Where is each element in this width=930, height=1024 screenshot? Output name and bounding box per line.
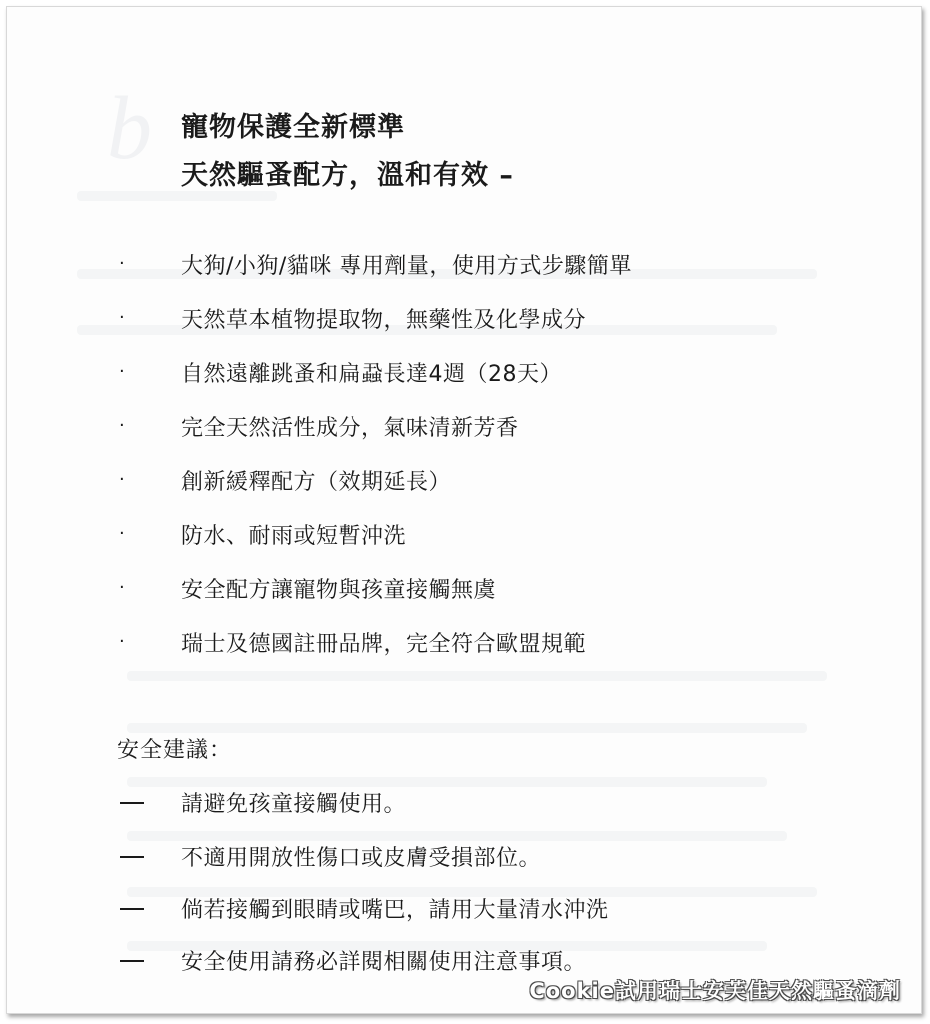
feature-item-text: 瑞士及德國註冊品牌，完全符合歐盟規範 xyxy=(181,632,587,657)
safety-item-text: 不適用開放性傷口或皮膚受損部位。 xyxy=(181,846,542,871)
feature-item-text: 創新緩釋配方（效期延長） xyxy=(181,470,452,495)
dash-marker xyxy=(120,893,144,925)
feature-item xyxy=(7,411,921,443)
bullet-marker: · xyxy=(119,469,125,490)
safety-item xyxy=(7,945,921,977)
watermark-caption: Cookie試用瑞士安芙佳天然驅蚤滴劑 xyxy=(529,979,901,1003)
feature-item xyxy=(7,357,921,389)
feature-item-text: 天然草本植物提取物，無藥性及化學成分 xyxy=(181,308,587,333)
feature-item-text: 完全天然活性成分，氣味清新芳香 xyxy=(181,416,519,441)
bullet-marker: · xyxy=(119,631,125,652)
ghost-bleed-line xyxy=(127,831,787,841)
dash-marker xyxy=(120,841,144,873)
feature-item-text: 自然遠離跳蚤和扁蝨長達4週（28天） xyxy=(181,362,562,387)
safety-item-text: 倘若接觸到眼睛或嘴巴，請用大量清水沖洗 xyxy=(181,898,609,923)
heading-line-1: 寵物保護全新標準 xyxy=(181,112,405,143)
document-page xyxy=(6,6,922,1014)
bullet-marker: · xyxy=(119,307,125,328)
ghost-bleed-line xyxy=(127,671,827,681)
ghost-bleed-line xyxy=(127,777,767,787)
bullet-marker: · xyxy=(119,523,125,544)
heading-line-2: 天然驅蚤配方，溫和有效 – xyxy=(181,160,514,191)
feature-item-text: 安全配方讓寵物與孩童接觸無虞 xyxy=(181,578,497,603)
feature-item xyxy=(7,519,921,551)
feature-item xyxy=(7,303,921,335)
safety-item-text: 請避免孩童接觸使用。 xyxy=(181,792,407,817)
bullet-marker: · xyxy=(119,361,125,382)
bullet-marker: · xyxy=(119,577,125,598)
ghost-logo-bleed: b xyxy=(107,79,152,178)
safety-item xyxy=(7,893,921,925)
dash-marker xyxy=(120,945,144,977)
feature-item xyxy=(7,249,921,281)
safety-item xyxy=(7,787,921,819)
ghost-bleed-line xyxy=(127,723,807,733)
safety-item xyxy=(7,841,921,873)
feature-item-text: 防水、耐雨或短暫沖洗 xyxy=(181,524,407,549)
dash-marker xyxy=(120,787,144,819)
feature-item xyxy=(7,465,921,497)
feature-item xyxy=(7,627,921,659)
ghost-bleed-line xyxy=(77,191,277,201)
bullet-marker: · xyxy=(119,415,125,436)
feature-item-text: 大狗/小狗/貓咪 專用劑量，使用方式步驟簡單 xyxy=(181,254,632,279)
feature-item xyxy=(7,573,921,605)
safety-item-text: 安全使用請務必詳閱相關使用注意事項。 xyxy=(181,950,587,975)
bullet-marker: · xyxy=(119,253,125,274)
safety-section-title: 安全建議： xyxy=(117,738,233,763)
